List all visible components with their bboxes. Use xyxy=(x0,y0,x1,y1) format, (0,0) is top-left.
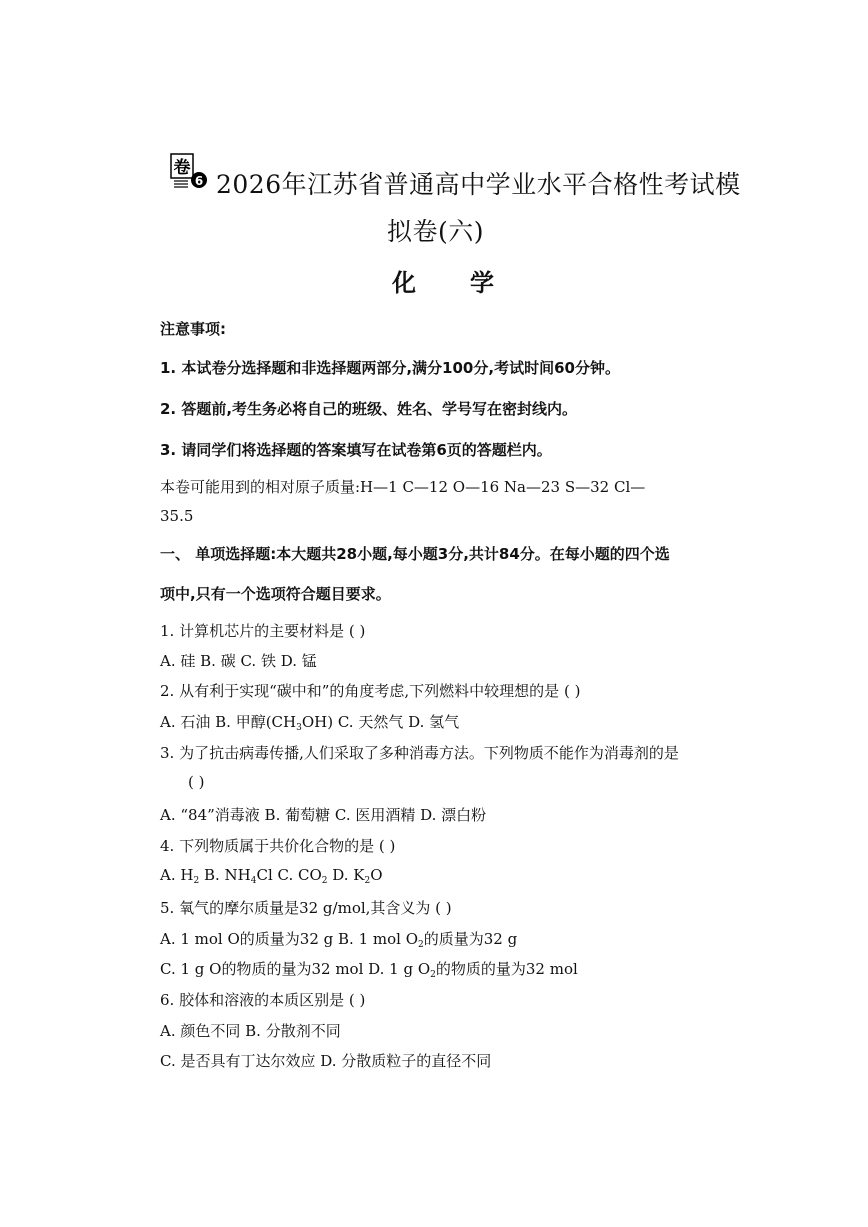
q3-stem-line2: ( ) xyxy=(188,773,205,791)
section1-heading-line1: 一、 单项选择题:本大题共28小题,每小题3分,共计84分。在每小题的四个选 xyxy=(160,545,670,563)
note-item-2: 2. 答题前,考生务必将自己的班级、姓名、学号写在密封线内。 xyxy=(160,400,578,418)
q2-options: A. 石油 B. 甲醇$(CH_3OH)$ C. 天然气 D. 氢气 xyxy=(160,713,460,733)
q3-options: A. “84”消毒液 B. 葡萄糖 C. 医用酒精 D. 漂白粉 xyxy=(160,806,487,824)
note-item-3: 3. 请同学们将选择题的答案填写在试卷第6页的答题栏内。 xyxy=(160,441,552,459)
q4-options: A. $H_2$ B. $NH_4Cl$ C. $CO_2$ D. $K_2O$ xyxy=(160,866,383,886)
paper-number-badge-icon xyxy=(170,153,210,189)
q5-options-cd: C. 1 g O的物质的量为32 mol D. 1 g $O_2$的物质的量为32 mol xyxy=(160,960,578,980)
badge-number: 6 xyxy=(194,174,204,188)
q2-stem: 2. 从有利于实现“碳中和”的角度考虑,下列燃料中较理想的是 ( ) xyxy=(160,682,581,700)
subject-title: 化 学 xyxy=(392,268,496,297)
q3-stem-line1: 3. 为了抗击病毒传播,人们采取了多种消毒方法。下列物质不能作为消毒剂的是 xyxy=(160,744,679,762)
atomic-mass-line2: 35.5 xyxy=(160,507,194,525)
q6-stem: 6. 胶体和溶液的本质区别是 ( ) xyxy=(160,991,366,1009)
q5-stem: 5. 氧气的摩尔质量是32 g/mol,其含义为 ( ) xyxy=(160,899,452,917)
q1-options: A. 硅 B. 碳 C. 铁 D. 锰 xyxy=(160,652,317,670)
badge-char: 卷 xyxy=(173,158,191,178)
q1-stem: 1. 计算机芯片的主要材料是 ( ) xyxy=(160,622,366,640)
note-item-1: 1. 本试卷分选择题和非选择题两部分,满分100分,考试时间60分钟。 xyxy=(160,359,620,377)
q5-options-ab: A. 1 mol O的质量为32 g B. 1 mol $O_2$的质量为32 g xyxy=(160,930,518,950)
q4-stem: 4. 下列物质属于共价化合物的是 ( ) xyxy=(160,837,396,855)
q6-options-cd: C. 是否具有丁达尔效应 D. 分散质粒子的直径不同 xyxy=(160,1052,492,1070)
exam-title-line1: 2026年江苏省普通高中学业水平合格性考试模 xyxy=(216,170,741,199)
atomic-mass-line1: 本卷可能用到的相对原子质量:H—1 C—12 O—16 Na—23 S—32 Cl— xyxy=(160,478,646,496)
notes-heading: 注意事项: xyxy=(160,320,226,338)
exam-title-line2: 拟卷(六) xyxy=(387,217,485,246)
section1-heading-line2: 项中,只有一个选项符合题目要求。 xyxy=(160,585,391,603)
q6-options-ab: A. 颜色不同 B. 分散剂不同 xyxy=(160,1022,341,1040)
